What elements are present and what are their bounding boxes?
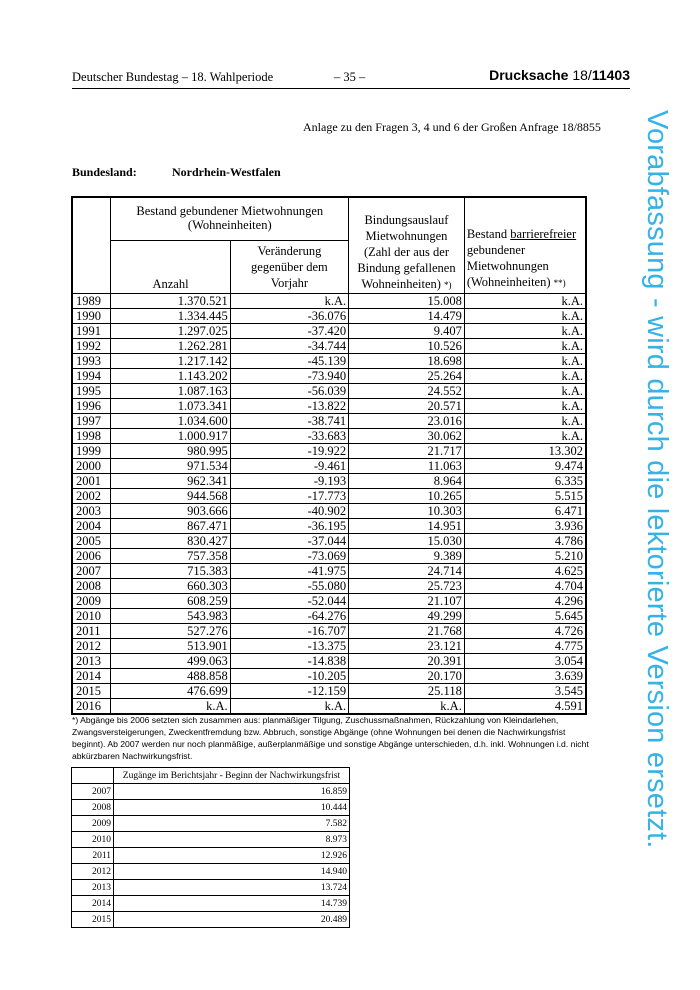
veraenderung-cell: -56.039 xyxy=(230,384,348,399)
year-cell: 1989 xyxy=(72,294,111,309)
zugaenge-table-body xyxy=(72,784,350,928)
table-row xyxy=(72,474,586,489)
table-row xyxy=(72,564,586,579)
table-row xyxy=(72,669,586,684)
zugaenge-value-cell: 8.973 xyxy=(114,832,350,848)
veraenderung-cell: -38.741 xyxy=(230,414,348,429)
table-row xyxy=(72,324,586,339)
barriere-cell: k.A. xyxy=(464,384,586,399)
zugaenge-value-cell: 10.444 xyxy=(114,800,350,816)
bundesland-value: Nordrhein-Westfalen xyxy=(172,165,281,179)
barriere-cell: k.A. xyxy=(464,324,586,339)
bindung-cell: 23.016 xyxy=(349,414,465,429)
anzahl-cell: 1.000.917 xyxy=(111,429,230,444)
veraenderung-cell: -13.375 xyxy=(230,639,348,654)
veraenderung-cell: -9.193 xyxy=(230,474,348,489)
drucksache-prefix: 18/ xyxy=(572,67,592,83)
table-row xyxy=(72,384,586,399)
main-table-body xyxy=(72,294,586,715)
zugaenge-value-cell: 14.739 xyxy=(114,896,350,912)
bindung-cell: 30.062 xyxy=(349,429,465,444)
table-row xyxy=(72,309,586,324)
barriere-cell: 3.639 xyxy=(464,669,586,684)
zugaenge-value-cell: 13.724 xyxy=(114,880,350,896)
bindung-cell: 20.170 xyxy=(349,669,465,684)
veraenderung-cell: -37.044 xyxy=(230,534,348,549)
barriere-cell: 5.515 xyxy=(464,489,586,504)
table-row xyxy=(72,459,586,474)
zugaenge-year-header xyxy=(72,768,114,784)
anzahl-cell: 1.217.142 xyxy=(111,354,230,369)
mietwohnungen-table xyxy=(71,196,587,715)
year-cell: 1996 xyxy=(72,399,111,414)
anzahl-cell: 867.471 xyxy=(111,519,230,534)
table-row xyxy=(72,444,586,459)
veraenderung-cell: -9.461 xyxy=(230,459,348,474)
anzahl-cell: 543.983 xyxy=(111,609,230,624)
veraenderung-cell: k.A. xyxy=(230,294,348,309)
bindung-cell: 15.008 xyxy=(349,294,465,309)
year-cell: 1991 xyxy=(72,324,111,339)
bestand-header: Bestand gebundener Mietwohnungen (Wohneinheiten) xyxy=(111,197,349,240)
veraenderung-cell: -33.683 xyxy=(230,429,348,444)
veraenderung-cell: -36.195 xyxy=(230,519,348,534)
zugaenge-table xyxy=(71,767,350,928)
barriere-cell: 4.786 xyxy=(464,534,586,549)
table-row xyxy=(72,429,586,444)
veraenderung-cell: -34.744 xyxy=(230,339,348,354)
table-row xyxy=(72,399,586,414)
year-cell: 1992 xyxy=(72,339,111,354)
anlage-note: Anlage zu den Fragen 3, 4 und 6 der Großen Anfrage 18/8855 xyxy=(303,120,601,134)
veraenderung-cell: -19.922 xyxy=(230,444,348,459)
anzahl-cell: 980.995 xyxy=(111,444,230,459)
zugaenge-row xyxy=(72,848,350,864)
barriere-cell: 5.210 xyxy=(464,549,586,564)
zugaenge-row xyxy=(72,880,350,896)
veraenderung-cell: -40.902 xyxy=(230,504,348,519)
year-cell: 2009 xyxy=(72,594,111,609)
bindung-cell: 21.717 xyxy=(349,444,465,459)
year-header xyxy=(72,197,111,294)
barriere-cell: 3.936 xyxy=(464,519,586,534)
veraenderung-cell: -36.076 xyxy=(230,309,348,324)
barriere-cell: 4.775 xyxy=(464,639,586,654)
anzahl-cell: 527.276 xyxy=(111,624,230,639)
drucksache-number xyxy=(489,67,630,83)
table-row xyxy=(72,339,586,354)
bindung-cell: 49.299 xyxy=(349,609,465,624)
year-cell: 1993 xyxy=(72,354,111,369)
table-row xyxy=(72,519,586,534)
zugaenge-value-cell: 14.940 xyxy=(114,864,350,880)
zugaenge-year-cell: 2015 xyxy=(72,912,114,928)
veraenderung-cell: -12.159 xyxy=(230,684,348,699)
table-row xyxy=(72,579,586,594)
barriere-pre: Bestand xyxy=(466,227,511,241)
zugaenge-year-cell: 2007 xyxy=(72,784,114,800)
year-cell: 2016 xyxy=(72,699,111,715)
table-row xyxy=(72,684,586,699)
bindung-cell: 24.714 xyxy=(349,564,465,579)
anzahl-cell: 903.666 xyxy=(111,504,230,519)
veraenderung-header: Veränderung gegenüber dem Vorjahr xyxy=(230,240,348,293)
bindung-cell: 14.479 xyxy=(349,309,465,324)
veraenderung-cell: -55.080 xyxy=(230,579,348,594)
year-cell: 2010 xyxy=(72,609,111,624)
barriere-cell: 4.726 xyxy=(464,624,586,639)
year-cell: 1998 xyxy=(72,429,111,444)
barriere-cell: k.A. xyxy=(464,354,586,369)
year-cell: 2004 xyxy=(72,519,111,534)
bindung-cell: 25.723 xyxy=(349,579,465,594)
barriere-cell: k.A. xyxy=(464,369,586,384)
zugaenge-header: Zugänge im Berichtsjahr - Beginn der Nachwirkungsfrist xyxy=(114,768,350,784)
bindung-cell: 25.118 xyxy=(349,684,465,699)
drucksache-label: Drucksache xyxy=(489,67,569,83)
barriere-cell: k.A. xyxy=(464,294,586,309)
table-row xyxy=(72,639,586,654)
anzahl-cell: 513.901 xyxy=(111,639,230,654)
zugaenge-year-cell: 2012 xyxy=(72,864,114,880)
veraenderung-cell: -45.139 xyxy=(230,354,348,369)
barriere-cell: k.A. xyxy=(464,339,586,354)
barriere-post: gebundener Mietwohnungen (Wohneinheiten) xyxy=(466,243,551,289)
anzahl-header: Anzahl xyxy=(111,240,230,293)
barriere-cell: 13.302 xyxy=(464,444,586,459)
page-header xyxy=(72,67,630,89)
bindung-cell: 20.391 xyxy=(349,654,465,669)
veraenderung-cell: -73.940 xyxy=(230,369,348,384)
table-row xyxy=(72,699,586,715)
zugaenge-value-cell: 16.859 xyxy=(114,784,350,800)
bindung-cell: 14.951 xyxy=(349,519,465,534)
anzahl-cell: 757.358 xyxy=(111,549,230,564)
zugaenge-row xyxy=(72,864,350,880)
year-cell: 2008 xyxy=(72,579,111,594)
anzahl-cell: 1.087.163 xyxy=(111,384,230,399)
bindung-cell: 9.389 xyxy=(349,549,465,564)
year-cell: 1995 xyxy=(72,384,111,399)
table-row xyxy=(72,654,586,669)
bindung-footnote-mark: *) xyxy=(444,280,452,290)
veraenderung-cell: -64.276 xyxy=(230,609,348,624)
bindung-cell: 9.407 xyxy=(349,324,465,339)
barriere-header xyxy=(464,197,586,294)
barriere-cell: 4.704 xyxy=(464,579,586,594)
bindung-cell: 11.063 xyxy=(349,459,465,474)
barriere-cell: 4.296 xyxy=(464,594,586,609)
table-row xyxy=(72,414,586,429)
barriere-cell: 4.591 xyxy=(464,699,586,715)
anzahl-cell: 1.034.600 xyxy=(111,414,230,429)
zugaenge-year-cell: 2008 xyxy=(72,800,114,816)
bindung-cell: 25.264 xyxy=(349,369,465,384)
barriere-cell: 6.335 xyxy=(464,474,586,489)
anzahl-cell: 715.383 xyxy=(111,564,230,579)
bindung-header xyxy=(349,197,465,294)
bindung-cell: 23.121 xyxy=(349,639,465,654)
anzahl-cell: 971.534 xyxy=(111,459,230,474)
year-cell: 1997 xyxy=(72,414,111,429)
barriere-underlined: barrierefreier xyxy=(510,227,577,241)
zugaenge-row xyxy=(72,816,350,832)
zugaenge-row xyxy=(72,896,350,912)
veraenderung-cell: -13.822 xyxy=(230,399,348,414)
veraenderung-cell: -37.420 xyxy=(230,324,348,339)
barriere-cell: k.A. xyxy=(464,399,586,414)
year-cell: 2014 xyxy=(72,669,111,684)
veraenderung-cell: -14.838 xyxy=(230,654,348,669)
table-row xyxy=(72,534,586,549)
zugaenge-year-cell: 2013 xyxy=(72,880,114,896)
barriere-cell: 6.471 xyxy=(464,504,586,519)
anzahl-cell: 1.297.025 xyxy=(111,324,230,339)
year-cell: 2005 xyxy=(72,534,111,549)
zugaenge-year-cell: 2010 xyxy=(72,832,114,848)
zugaenge-value-cell: 12.926 xyxy=(114,848,350,864)
drucksache-id: 11403 xyxy=(591,67,630,83)
bundesland-label: Bundesland: xyxy=(72,165,137,179)
year-cell: 2015 xyxy=(72,684,111,699)
barriere-cell: 3.545 xyxy=(464,684,586,699)
zugaenge-value-cell: 7.582 xyxy=(114,816,350,832)
veraenderung-cell: -10.205 xyxy=(230,669,348,684)
bindung-cell: 10.303 xyxy=(349,504,465,519)
veraenderung-cell: -41.975 xyxy=(230,564,348,579)
anzahl-cell: k.A. xyxy=(111,699,230,715)
zugaenge-row xyxy=(72,800,350,816)
barriere-cell: k.A. xyxy=(464,414,586,429)
anzahl-cell: 476.699 xyxy=(111,684,230,699)
zugaenge-value-cell: 20.489 xyxy=(114,912,350,928)
anzahl-cell: 660.303 xyxy=(111,579,230,594)
bindung-cell: 8.964 xyxy=(349,474,465,489)
zugaenge-year-cell: 2014 xyxy=(72,896,114,912)
veraenderung-cell: -16.707 xyxy=(230,624,348,639)
anzahl-cell: 1.073.341 xyxy=(111,399,230,414)
year-cell: 2013 xyxy=(72,654,111,669)
zugaenge-row xyxy=(72,832,350,848)
year-cell: 2007 xyxy=(72,564,111,579)
barriere-cell: k.A. xyxy=(464,309,586,324)
table-row xyxy=(72,489,586,504)
table-row xyxy=(72,369,586,384)
year-cell: 2006 xyxy=(72,549,111,564)
bindung-cell: 10.265 xyxy=(349,489,465,504)
year-cell: 1994 xyxy=(72,369,111,384)
veraenderung-cell: -52.044 xyxy=(230,594,348,609)
anzahl-cell: 962.341 xyxy=(111,474,230,489)
year-cell: 2000 xyxy=(72,459,111,474)
bundesland-line xyxy=(72,165,281,180)
barriere-cell: 5.645 xyxy=(464,609,586,624)
anzahl-cell: 1.370.521 xyxy=(111,294,230,309)
year-cell: 2002 xyxy=(72,489,111,504)
veraenderung-cell: -73.069 xyxy=(230,549,348,564)
zugaenge-row xyxy=(72,912,350,928)
anzahl-cell: 608.259 xyxy=(111,594,230,609)
bindung-cell: 21.107 xyxy=(349,594,465,609)
anzahl-cell: 1.334.445 xyxy=(111,309,230,324)
bindung-cell: 15.030 xyxy=(349,534,465,549)
barriere-cell: 4.625 xyxy=(464,564,586,579)
year-cell: 1990 xyxy=(72,309,111,324)
anzahl-cell: 488.858 xyxy=(111,669,230,684)
barriere-cell: 9.474 xyxy=(464,459,586,474)
year-cell: 2011 xyxy=(72,624,111,639)
table-row xyxy=(72,549,586,564)
veraenderung-cell: k.A. xyxy=(230,699,348,715)
year-cell: 2001 xyxy=(72,474,111,489)
table-row xyxy=(72,294,586,309)
table-row xyxy=(72,504,586,519)
barriere-cell: 3.054 xyxy=(464,654,586,669)
watermark xyxy=(643,110,683,900)
barriere-footnote-mark: **) xyxy=(553,278,566,288)
page-number: – 35 – xyxy=(334,70,366,84)
barriere-cell: k.A. xyxy=(464,429,586,444)
bindung-cell: k.A. xyxy=(349,699,465,715)
zugaenge-year-cell: 2009 xyxy=(72,816,114,832)
anzahl-cell: 1.143.202 xyxy=(111,369,230,384)
zugaenge-year-cell: 2011 xyxy=(72,848,114,864)
table-row xyxy=(72,624,586,639)
table-row xyxy=(72,594,586,609)
bindung-cell: 18.698 xyxy=(349,354,465,369)
veraenderung-cell: -17.773 xyxy=(230,489,348,504)
footnote: *) Abgänge bis 2006 setzten sich zusammen aus: planmäßiger Tilgung, Zuschussmaßnahmen, Rückzahlung von Kleindarlehen, Zwangsversteigerungen, Zweckentfremdung bzw. Abbruch, sonstige Abgänge (ohne Wohnungen bei denen die Nachwirkungsfrist beginnt). Ab 2007 werden nur noch planmäßige, außerplanmäßige und sonstige Abgänge unterschieden, d.h. inkl. Wohnungen i.d. nicht abkürzbaren Nachwirkungsfrist. xyxy=(72,715,589,761)
year-cell: 2003 xyxy=(72,504,111,519)
bindung-cell: 24.552 xyxy=(349,384,465,399)
anzahl-cell: 499.063 xyxy=(111,654,230,669)
year-cell: 2012 xyxy=(72,639,111,654)
zugaenge-row xyxy=(72,784,350,800)
anzahl-cell: 944.568 xyxy=(111,489,230,504)
year-cell: 1999 xyxy=(72,444,111,459)
anzahl-cell: 1.262.281 xyxy=(111,339,230,354)
bindung-cell: 21.768 xyxy=(349,624,465,639)
anzahl-cell: 830.427 xyxy=(111,534,230,549)
watermark-text: Vorabfassung - wird durch die lektorierte Version ersetzt. xyxy=(641,110,673,849)
table-row xyxy=(72,354,586,369)
header-left: Deutscher Bundestag – 18. Wahlperiode xyxy=(72,70,274,84)
bindung-cell: 10.526 xyxy=(349,339,465,354)
bindung-cell: 20.571 xyxy=(349,399,465,414)
table-row xyxy=(72,609,586,624)
bindung-header-text: Bindungsauslauf Mietwohnungen (Zahl der aus der Bindung gefallenen Wohneinheiten) xyxy=(357,213,456,291)
